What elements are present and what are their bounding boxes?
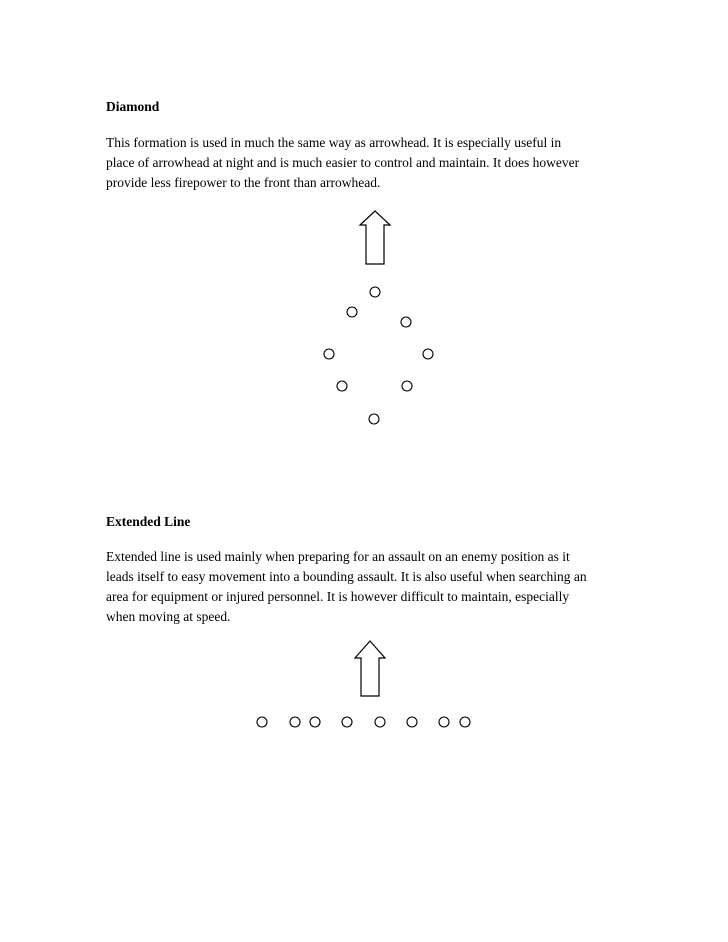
- soldier-marker: [401, 317, 411, 327]
- soldier-marker: [439, 717, 449, 727]
- paragraph-line: area for equipment or injured personnel. It is however difficult to maintain, especially: [106, 589, 570, 604]
- paragraph-line: when moving at speed.: [106, 609, 231, 624]
- soldier-marker: [423, 349, 433, 359]
- section-text-diamond: [106, 133, 636, 193]
- paragraph-line: provide less firepower to the front than arrowhead.: [106, 175, 381, 190]
- soldier-marker: [375, 717, 385, 727]
- soldier-marker: [342, 717, 352, 727]
- paragraph-line: Extended line is used mainly when preparing for an assault on an enemy position as it: [106, 549, 570, 564]
- soldier-marker: [347, 307, 357, 317]
- soldier-marker: [460, 717, 470, 727]
- soldier-marker: [257, 717, 267, 727]
- soldier-marker: [310, 717, 320, 727]
- soldier-marker: [290, 717, 300, 727]
- paragraph-line: leads itself to easy movement into a bounding assault. It is also useful when searching an: [106, 569, 587, 584]
- soldier-marker: [324, 349, 334, 359]
- soldier-marker: [370, 287, 380, 297]
- up-arrow-icon: [355, 641, 385, 696]
- extended-line-formation-diagram: [0, 630, 728, 740]
- section-title-diamond: Diamond: [106, 99, 160, 114]
- paragraph-line: place of arrowhead at night and is much easier to control and maintain. It does however: [106, 155, 580, 170]
- soldier-marker: [407, 717, 417, 727]
- soldier-marker: [402, 381, 412, 391]
- up-arrow-icon: [360, 211, 390, 264]
- soldier-marker: [337, 381, 347, 391]
- paragraph-line: This formation is used in much the same way as arrowhead. It is especially useful in: [106, 135, 562, 150]
- section-title-extended-line: Extended Line: [106, 514, 191, 529]
- section-text-extended-line: [106, 547, 636, 627]
- diamond-formation-diagram: [0, 200, 728, 440]
- soldier-marker: [369, 414, 379, 424]
